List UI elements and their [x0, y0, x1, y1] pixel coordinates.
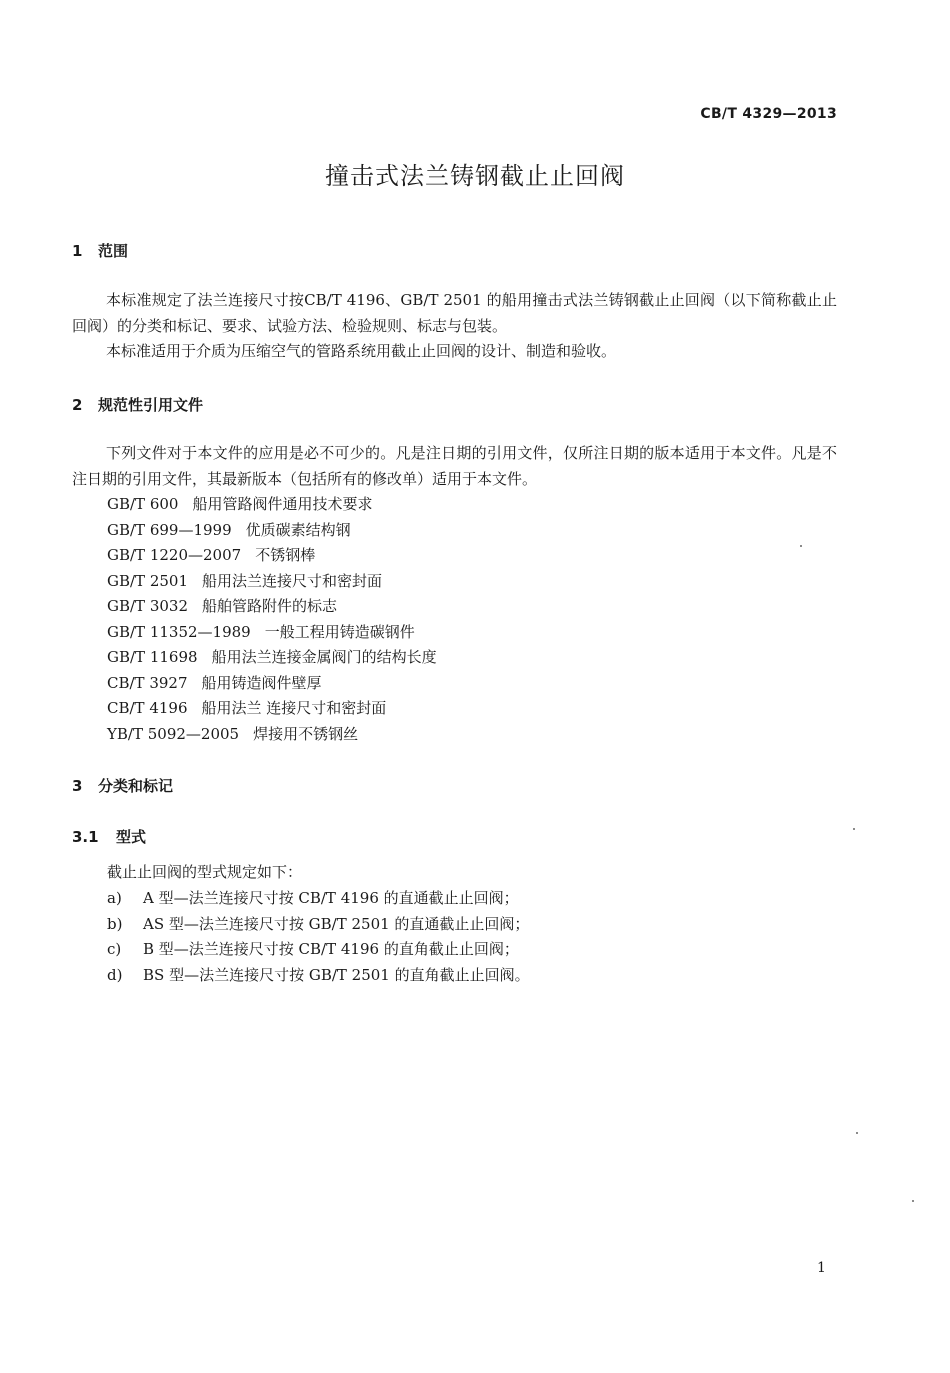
reference-item — [107, 492, 437, 518]
references-intro-paragraph: 下列文件对于本文件的应用是必不可少的。凡是注日期的引用文件，仅所注日期的版本适用于本文件。凡是不注日期的引用文件，其最新版本（包括所有的修改单）适用于本文件。 — [72, 444, 837, 488]
reference-item — [107, 645, 437, 671]
reference-item — [107, 620, 437, 646]
item-marker: b) — [107, 914, 123, 933]
reference-title: 优质碳素结构钢 — [245, 520, 351, 539]
section-2-heading — [72, 394, 203, 415]
reference-title: 不锈钢棒 — [255, 546, 316, 564]
reference-code: YB/T 5092—2005 — [107, 724, 240, 743]
reference-item — [107, 696, 437, 722]
reference-title: 船用法兰连接金属阀门的结构长度 — [211, 648, 437, 666]
scope-paragraph-2: 本标准适用于介质为压缩空气的管路系统用截止止回阀的设计、制造和验收。 — [106, 342, 617, 360]
reference-title: 焊接用不锈钢丝 — [253, 724, 359, 743]
type-intro-text: 截止止回阀的型式规定如下： — [107, 863, 303, 881]
reference-item — [107, 671, 437, 697]
reference-title: 一般工程用铸造碳钢件 — [264, 622, 415, 641]
document-title: 撞击式法兰铸钢截止止回阀 — [325, 162, 625, 190]
item-text: A 型—法兰连接尺寸按 CB/T 4196 的直通截止止回阀； — [143, 889, 519, 907]
type-item — [107, 886, 530, 912]
reference-item — [107, 569, 437, 595]
scan-speck — [853, 828, 855, 830]
reference-code: GB/T 600 — [107, 495, 179, 513]
reference-code: GB/T 11698 — [107, 648, 198, 666]
reference-code: CB/T 3927 — [107, 673, 188, 692]
reference-code: GB/T 3032 — [107, 597, 189, 615]
reference-code: GB/T 699—1999 — [107, 520, 232, 539]
section-title: 分类和标记 — [98, 777, 174, 795]
normative-reference-list — [107, 492, 437, 747]
section-number: 3 — [72, 777, 83, 795]
reference-title: 船用铸造阀件壁厚 — [201, 673, 322, 692]
subsection-number: 3.1 — [72, 828, 99, 846]
reference-item — [107, 543, 437, 569]
section-title: 规范性引用文件 — [98, 396, 204, 414]
subsection-3-1-heading — [72, 826, 146, 847]
reference-title: 船用法兰连接尺寸和密封面 — [202, 571, 383, 590]
section-1-heading — [72, 240, 128, 261]
section-number: 2 — [72, 396, 83, 414]
item-marker: a) — [107, 889, 122, 907]
scope-paragraph-1: 本标准规定了法兰连接尺寸按CB/T 4196、GB/T 2501 的船用撞击式法兰铸钢截止止回阀（以下简称截止止回阀）的分类和标记、要求、试验方法、检验规则、标志与包装。 — [72, 291, 837, 335]
section-title: 范围 — [98, 242, 129, 260]
reference-item — [107, 518, 437, 544]
page-number: 1 — [817, 1260, 826, 1276]
reference-code: GB/T 1220—2007 — [107, 546, 242, 564]
item-text: B 型—法兰连接尺寸按 CB/T 4196 的直角截止止回阀； — [143, 940, 519, 958]
reference-title: 船舶管路附件的标志 — [202, 597, 338, 615]
scan-speck — [912, 1200, 914, 1202]
section-number: 1 — [72, 242, 83, 260]
valve-type-list — [107, 886, 530, 988]
item-text: BS 型—法兰连接尺寸按 GB/T 2501 的直角截止止回阀。 — [143, 965, 530, 984]
reference-code: GB/T 11352—1989 — [107, 622, 251, 641]
type-item — [107, 912, 530, 938]
reference-code: GB/T 2501 — [107, 571, 189, 590]
standard-code: CB/T 4329—2013 — [700, 106, 837, 122]
reference-item — [107, 722, 437, 748]
type-item — [107, 963, 530, 989]
type-item — [107, 937, 530, 963]
scan-speck — [800, 545, 802, 547]
item-marker: c) — [107, 940, 122, 958]
reference-title: 船用管路阀件通用技术要求 — [192, 495, 373, 513]
section-3-heading — [72, 775, 173, 796]
item-text: AS 型—法兰连接尺寸按 GB/T 2501 的直通截止止回阀； — [143, 914, 530, 933]
scan-speck — [856, 1132, 858, 1134]
reference-code: CB/T 4196 — [107, 699, 188, 717]
item-marker: d) — [107, 965, 123, 984]
reference-item — [107, 594, 437, 620]
reference-title: 船用法兰 连接尺寸和密封面 — [201, 699, 387, 717]
subsection-title: 型式 — [116, 828, 147, 846]
